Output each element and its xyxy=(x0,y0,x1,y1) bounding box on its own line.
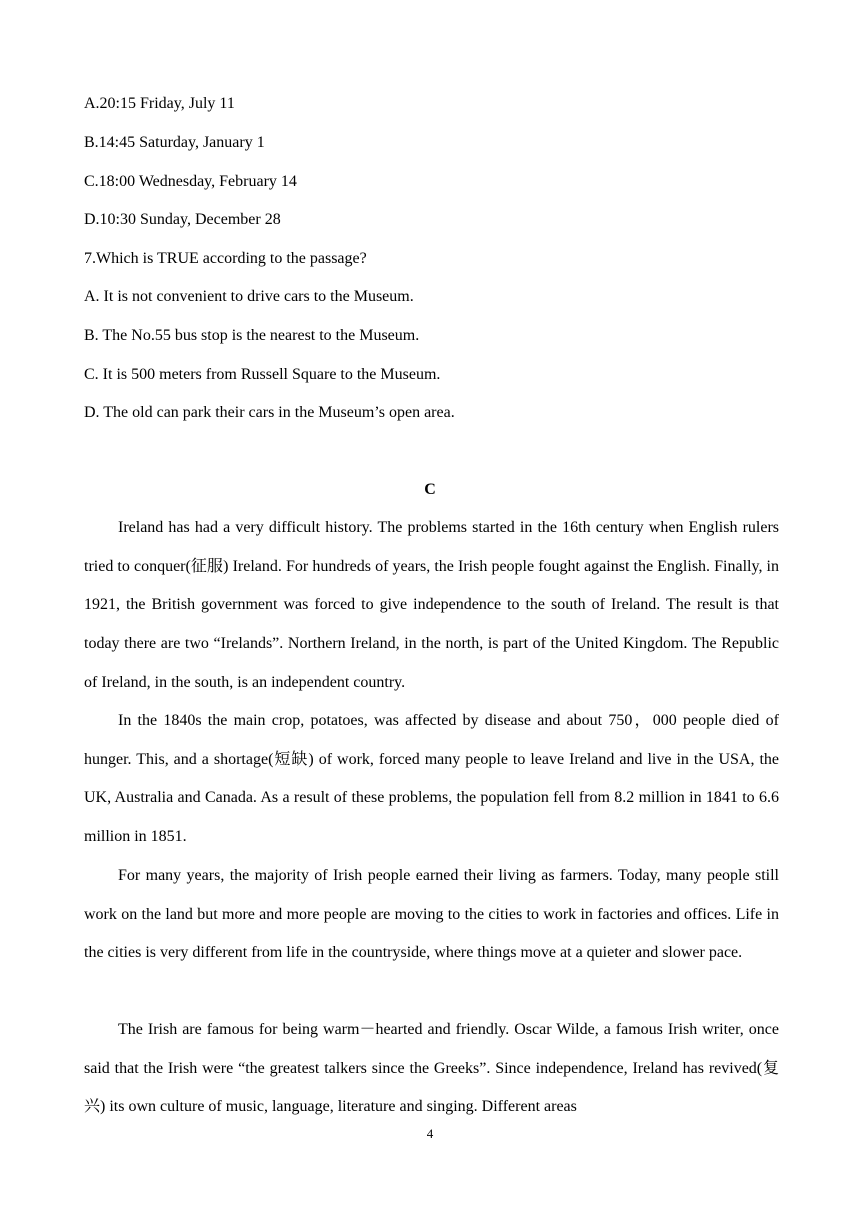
q6-option-d: D.10:30 Sunday, December 28 xyxy=(84,211,281,228)
q6-option-a: A.20:15 Friday, July 11 xyxy=(84,95,235,112)
page-number: 4 xyxy=(426,1126,434,1141)
section-heading: C xyxy=(424,481,436,498)
paragraph-3: For many years, the majority of Irish people earned their living as farmers. Today, many people still work on the land but more and more people are moving to the cities to work in factories and offices. Life in the cities is very different from life in the countryside, where things move at a quieter and slower pace. xyxy=(84,867,779,962)
paragraph-1: Ireland has had a very difficult history. The problems started in the 16th century when English rulers tried to conquer(征服) Ireland. For hundreds of years, the Irish people fought against the English. Finally, in 1921, the British government was forced to give independence to the south of Ireland. The result is that today there are two “Irelands”. Northern Ireland, in the north, is part of the United Kingdom. The Republic of Ireland, in the south, is an independent country. xyxy=(84,519,779,691)
paragraph-4: The Irish are famous for being warm－hearted and friendly. Oscar Wilde, a famous Irish writer, once said that the Irish were “the greatest talkers since the Greeks”. Since independence, Ireland has revived(复兴) its own culture of music, language, literature and singing. Different areas xyxy=(84,1021,779,1116)
q7-option-c: C. It is 500 meters from Russell Square to the Museum. xyxy=(84,366,441,383)
q7-stem: 7.Which is TRUE according to the passage? xyxy=(84,250,367,267)
q7-option-b: B. The No.55 bus stop is the nearest to the Museum. xyxy=(84,327,420,344)
q7-option-a: A. It is not convenient to drive cars to the Museum. xyxy=(84,288,414,305)
q6-option-c: C.18:00 Wednesday, February 14 xyxy=(84,173,297,190)
q6-option-b: B.14:45 Saturday, January 1 xyxy=(84,134,265,151)
paragraph-2: In the 1840s the main crop, potatoes, was affected by disease and about 750，000 people died of hunger. This, and a shortage(短缺) of work, forced many people to leave Ireland and live in the USA, the UK, Australia and Canada. As a result of these problems, the population fell from 8.2 million in 1841 to 6.6 million in 1851. xyxy=(84,712,779,846)
q7-option-d: D. The old can park their cars in the Museum’s open area. xyxy=(84,404,455,421)
